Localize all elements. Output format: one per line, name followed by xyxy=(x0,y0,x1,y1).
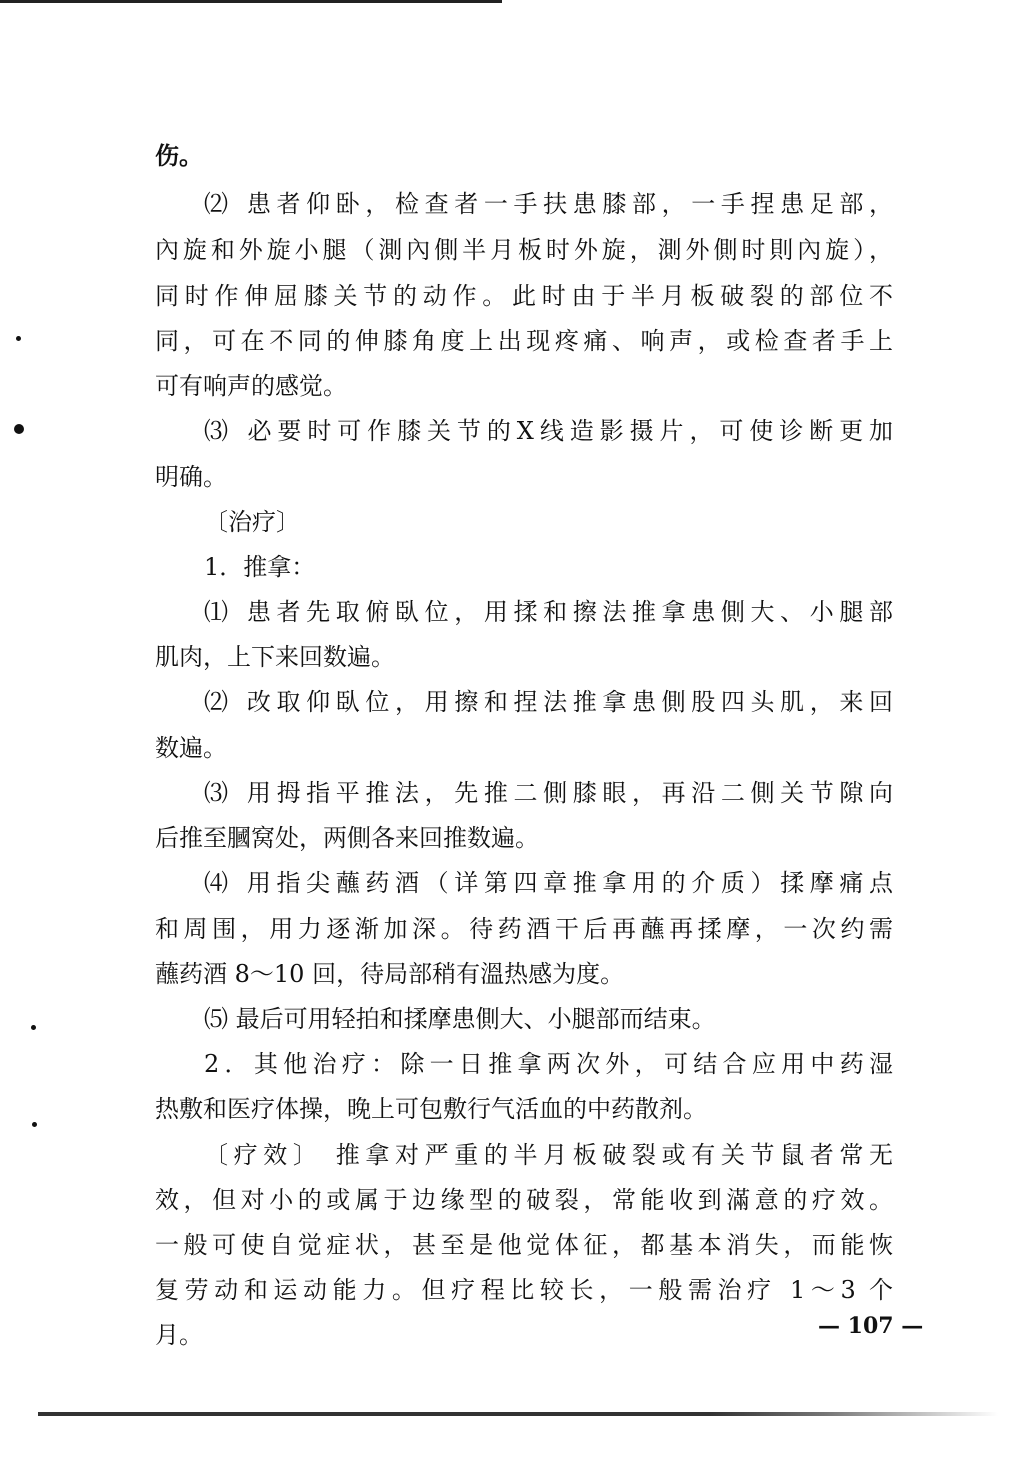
text-line: ⑶ 用拇指平推法，先推二側膝眼，再沿二側关节隙向 xyxy=(204,779,893,807)
text-line: ⑵ 改取仰臥位，用擦和捏法推拿患側股四头肌，来回 xyxy=(204,688,893,716)
text-line: 可有响声的感觉。 xyxy=(155,372,347,400)
text-line: 同时作伸屈膝关节的动作。此时由于半月板破裂的部位不 xyxy=(155,282,893,310)
text-line: ⑴ 患者先取俯臥位，用揉和擦法推拿患側大、小腿部 xyxy=(204,598,893,626)
page-number: — 107 — xyxy=(818,1313,924,1339)
text-line: 肌肉，上下来回数遍。 xyxy=(155,643,395,671)
text-line: 蘸药酒 8～10 回，待局部稍有溫热感为度。 xyxy=(155,960,625,988)
text-line: ⑷ 用指尖蘸药酒（详第四章推拿用的介质）揉摩痛点 xyxy=(204,869,893,897)
text-line: 月。 xyxy=(155,1321,203,1349)
text-line: 复劳动和运动能力。但疗程比较长，一般需治疗 1～3 个 xyxy=(155,1276,893,1304)
text-line: 同，可在不同的伸膝角度上出现疼痛、响声，或检查者手上 xyxy=(155,327,893,355)
text-line: 后推至膕窝处，两側各来回推数遍。 xyxy=(155,824,539,852)
text-line: 数遍。 xyxy=(155,734,227,762)
text-line: 一般可使自觉症状，甚至是他觉体征，都基本消失，而能恢 xyxy=(155,1231,893,1259)
text-line: ⑶ 必要时可作膝关节的X线造影摄片，可使诊断更加 xyxy=(204,417,893,445)
text-line: 伤。 xyxy=(155,141,203,170)
text-line: 〔疗效〕 推拿对严重的半月板破裂或有关节鼠者常无 xyxy=(204,1141,893,1169)
text-line: 热敷和医疗体操，晚上可包敷行气活血的中药散剂。 xyxy=(155,1095,707,1123)
text-line: 內旋和外旋小腿（測內側半月板时外旋，測外側时則內旋）， xyxy=(155,236,893,264)
text-line: 效，但对小的或属于边缘型的破裂，常能收到滿意的疗效。 xyxy=(155,1186,893,1214)
text-line: ⑸ 最后可用轻拍和揉摩患側大、小腿部而结束。 xyxy=(204,1005,716,1033)
text-line: 明确。 xyxy=(155,463,227,491)
text-line: 和周围，用力逐渐加深。待药酒干后再蘸再揉摩，一次约需 xyxy=(155,915,893,943)
section-heading: 〔治疗〕 xyxy=(204,508,300,536)
text-line: 2．其他治疗：除一日推拿两次外，可结合应用中药湿 xyxy=(204,1050,893,1078)
bottom-scan-rule xyxy=(38,1412,998,1416)
text-line: ⑵ 患者仰卧，检查者一手扶患膝部，一手捏患足部， xyxy=(204,190,893,218)
subsection-heading: 1．推拿： xyxy=(204,553,316,581)
